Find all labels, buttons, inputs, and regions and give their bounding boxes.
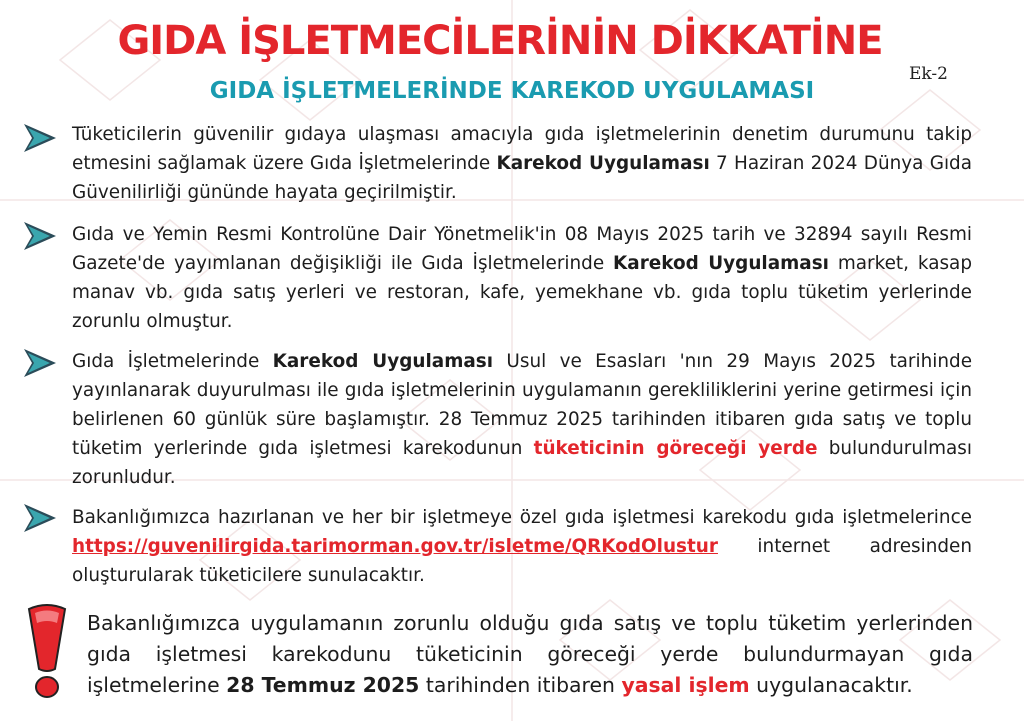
- warning-paragraph: [87, 608, 973, 701]
- paragraph-text: internet adresinden oluşturularak tüketicilere sunulacaktır.: [72, 536, 972, 586]
- bullet-arrow-icon: [22, 500, 58, 536]
- paragraph-text: Gıda İşletmelerinde: [72, 351, 273, 372]
- paragraph-3: [72, 347, 972, 492]
- paragraph-1: [72, 120, 972, 207]
- exclamation-icon: [25, 603, 69, 699]
- paragraph-text: Bakanlığımızca hazırlanan ve her bir işletmeye özel gıda işletmesi karekodu gıda işletmelerince: [72, 507, 972, 528]
- bold-term: Karekod Uygulaması: [613, 253, 829, 274]
- paragraph-text: Gıda ve Yemin Resmi Kontrolüne Dair Yönetmelik'in 08 Mayıs 2025 tarih ve 32894 sayılı Resmi Gazete'de yayımlanan değişikliği ile Gıda İşletmelerinde: [72, 224, 972, 274]
- paragraph-text: 7 Haziran 2024 Dünya Gıda Güvenilirliği gününde hayata geçirilmiştir.: [72, 153, 973, 203]
- paragraph-text: Tüketicilerin güvenilir gıdaya ulaşması amacıyla gıda işletmelerinin denetim durumunu takip etmesini sağlamak üzere Gıda İşletmelerinde: [72, 124, 972, 174]
- paragraph-4: [72, 503, 972, 590]
- paragraph-2: [72, 220, 972, 336]
- bullet-arrow-icon: [22, 120, 58, 156]
- bullet-arrow-icon: [22, 345, 58, 381]
- paragraph-text: bulundurulması zorunludur.: [72, 438, 972, 488]
- annex-label: Ek-2: [909, 64, 948, 84]
- bold-term: Karekod Uygulaması: [272, 351, 494, 372]
- legal-action-text: yasal işlem: [621, 673, 750, 697]
- paragraph-text: Usul ve Esasları 'nın 29 Mayıs 2025 tarihinde yayınlanarak duyurulması ile gıda işletmelerinin uygulamanın gerekliliklerini yerine getirmesi için belirlenen 60 günlük süre başlamıştır. 28 Temmuz 2025 tarihinden itibaren gıda satış ve toplu tüketim yerlerinde gıda işletmesi karekodunun: [72, 351, 973, 459]
- highlight-text: tüketicinin göreceği yerde: [533, 438, 818, 459]
- warning-text: Bakanlığımızca uygulamanın zorunlu olduğu gıda satış ve toplu tüketim yerlerinden gıda işletmesi karekodunu tüketicinin göreceği yerde bulundurmayan gıda işletmelerine: [87, 611, 973, 697]
- paragraph-text: market, kasap manav vb. gıda satış yerleri ve restoran, kafe, yemekhane vb. gıda toplu tüketim yerlerinde zorunlu olmuştur.: [72, 253, 972, 332]
- warning-text: tarihinden itibaren: [419, 673, 622, 697]
- deadline-date: 28 Temmuz 2025: [226, 673, 420, 697]
- page-title: GIDA İŞLETMECİLERİNİN DİKKATİNE: [117, 18, 883, 64]
- bold-term: Karekod Uygulaması: [496, 153, 710, 174]
- qr-code-link[interactable]: https://guvenilirgida.tarimorman.gov.tr/isletme/QRKodOlustur: [72, 536, 718, 557]
- page-subtitle: GIDA İŞLETMELERİNDE KAREKOD UYGULAMASI: [209, 78, 815, 104]
- bullet-arrow-icon: [22, 218, 58, 254]
- warning-text: uygulanacaktır.: [749, 673, 913, 697]
